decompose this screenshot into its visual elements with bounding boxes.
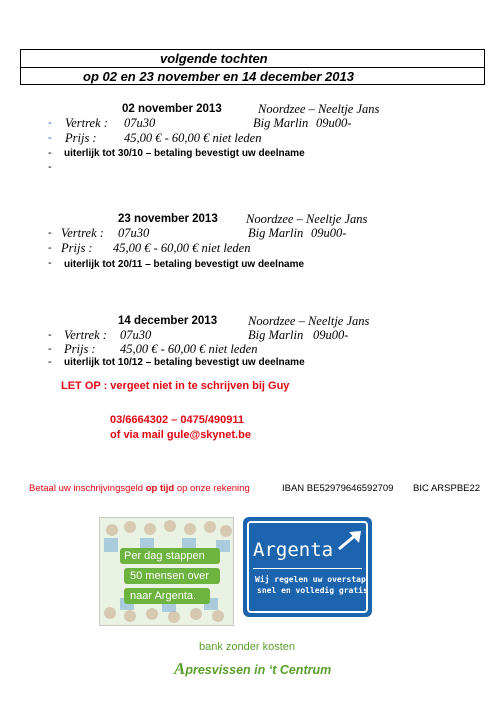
price-value: 45,00 € - 60,00 € niet leden — [120, 342, 258, 356]
letop-notice: LET OP : vergeet niet in te schrijven bij Guy — [61, 380, 290, 392]
trip-date: 14 december 2013 — [118, 315, 218, 327]
argenta-people-ad — [99, 517, 234, 626]
bullet-dash: - — [48, 147, 52, 159]
deadline-text: uiterlijk tot 30/10 – betaling bevestigt uw deelname — [64, 148, 305, 159]
bullet-dash: - — [48, 132, 52, 144]
boat-time: 09u00- — [313, 328, 349, 342]
trip-date: 02 november 2013 — [122, 103, 222, 115]
argenta-title: Argenta — [253, 539, 334, 561]
departure-label: Vertrek : — [65, 116, 108, 130]
apres-rest: presvissen in ‘t Centrum — [185, 663, 332, 677]
deadline-text: uiterlijk tot 20/11 – betaling bevestigt uw deelname — [64, 259, 305, 270]
mail-contact: of via mail gule@skynet.be — [110, 429, 251, 441]
departure-time: 07u30 — [120, 328, 152, 342]
boat-time: 09u00- — [316, 116, 352, 130]
bullet-dash: - — [48, 257, 52, 269]
sign-rule — [253, 568, 362, 569]
trip-route: Noordzee – Neeltje Jans — [258, 102, 380, 116]
ad-text-3: naar Argenta. — [130, 590, 197, 602]
arrow-up-right-icon — [335, 529, 365, 553]
trip-route: Noordzee – Neeltje Jans — [246, 212, 368, 226]
payment-bold: op tijd — [145, 483, 175, 494]
bullet-dash: - — [48, 227, 52, 239]
apres-title — [174, 659, 331, 679]
departure-label: Vertrek : — [61, 226, 104, 240]
boat-name: Big Marlin — [248, 226, 304, 240]
bic: BIC ARSPBE22 — [413, 483, 481, 494]
apres-cap: A — [174, 659, 186, 678]
bullet-dash: - — [48, 343, 52, 355]
price-value: 45,00 € - 60,00 € niet leden — [124, 131, 262, 145]
payment-line — [29, 483, 250, 494]
page-title: volgende tochten — [160, 51, 268, 66]
bullet-dash: - — [48, 161, 52, 173]
argenta-sub-1: Wij regelen uw overstap — [255, 575, 366, 584]
payment-prefix: Betaal uw inschrijvingsgeld — [29, 483, 146, 494]
price-label: Prijs : — [61, 241, 93, 255]
bullet-dash: - — [48, 242, 52, 254]
price-label: Prijs : — [65, 131, 97, 145]
departure-time: 07u30 — [124, 116, 156, 130]
price-label: Prijs : — [64, 342, 96, 356]
payment-suffix: op onze rekening — [174, 483, 250, 494]
page-subtitle: op 02 en 23 november en 14 december 2013 — [83, 69, 354, 84]
boat-time: 09u00- — [311, 226, 347, 240]
trip-route: Noordzee – Neeltje Jans — [248, 314, 370, 328]
trip-date: 23 november 2013 — [118, 213, 218, 225]
ad-text-2: 50 mensen over — [130, 570, 209, 582]
bullet-dash: - — [48, 356, 52, 368]
boat-name: Big Marlin — [253, 116, 309, 130]
departure-time: 07u30 — [118, 226, 150, 240]
bullet-dash: - — [48, 329, 52, 341]
ad-text-1: Per dag stappen — [124, 550, 205, 562]
argenta-sub-2: snel en volledig gratis — [257, 586, 368, 595]
departure-label: Vertrek : — [64, 328, 107, 342]
price-value: 45,00 € - 60,00 € niet leden — [113, 241, 251, 255]
boat-name: Big Marlin — [248, 328, 304, 342]
deadline-text: uiterlijk tot 10/12 – betaling bevestigt uw deelname — [64, 357, 305, 368]
phone-numbers: 03/6664302 – 0475/490911 — [110, 414, 244, 426]
iban: IBAN BE52979646592709 — [282, 483, 394, 494]
bank-tagline: bank zonder kosten — [199, 641, 296, 653]
title-box — [20, 49, 485, 85]
bullet-dash: - — [48, 117, 52, 129]
title-divider — [21, 67, 484, 68]
argenta-sign-ad — [243, 517, 372, 617]
